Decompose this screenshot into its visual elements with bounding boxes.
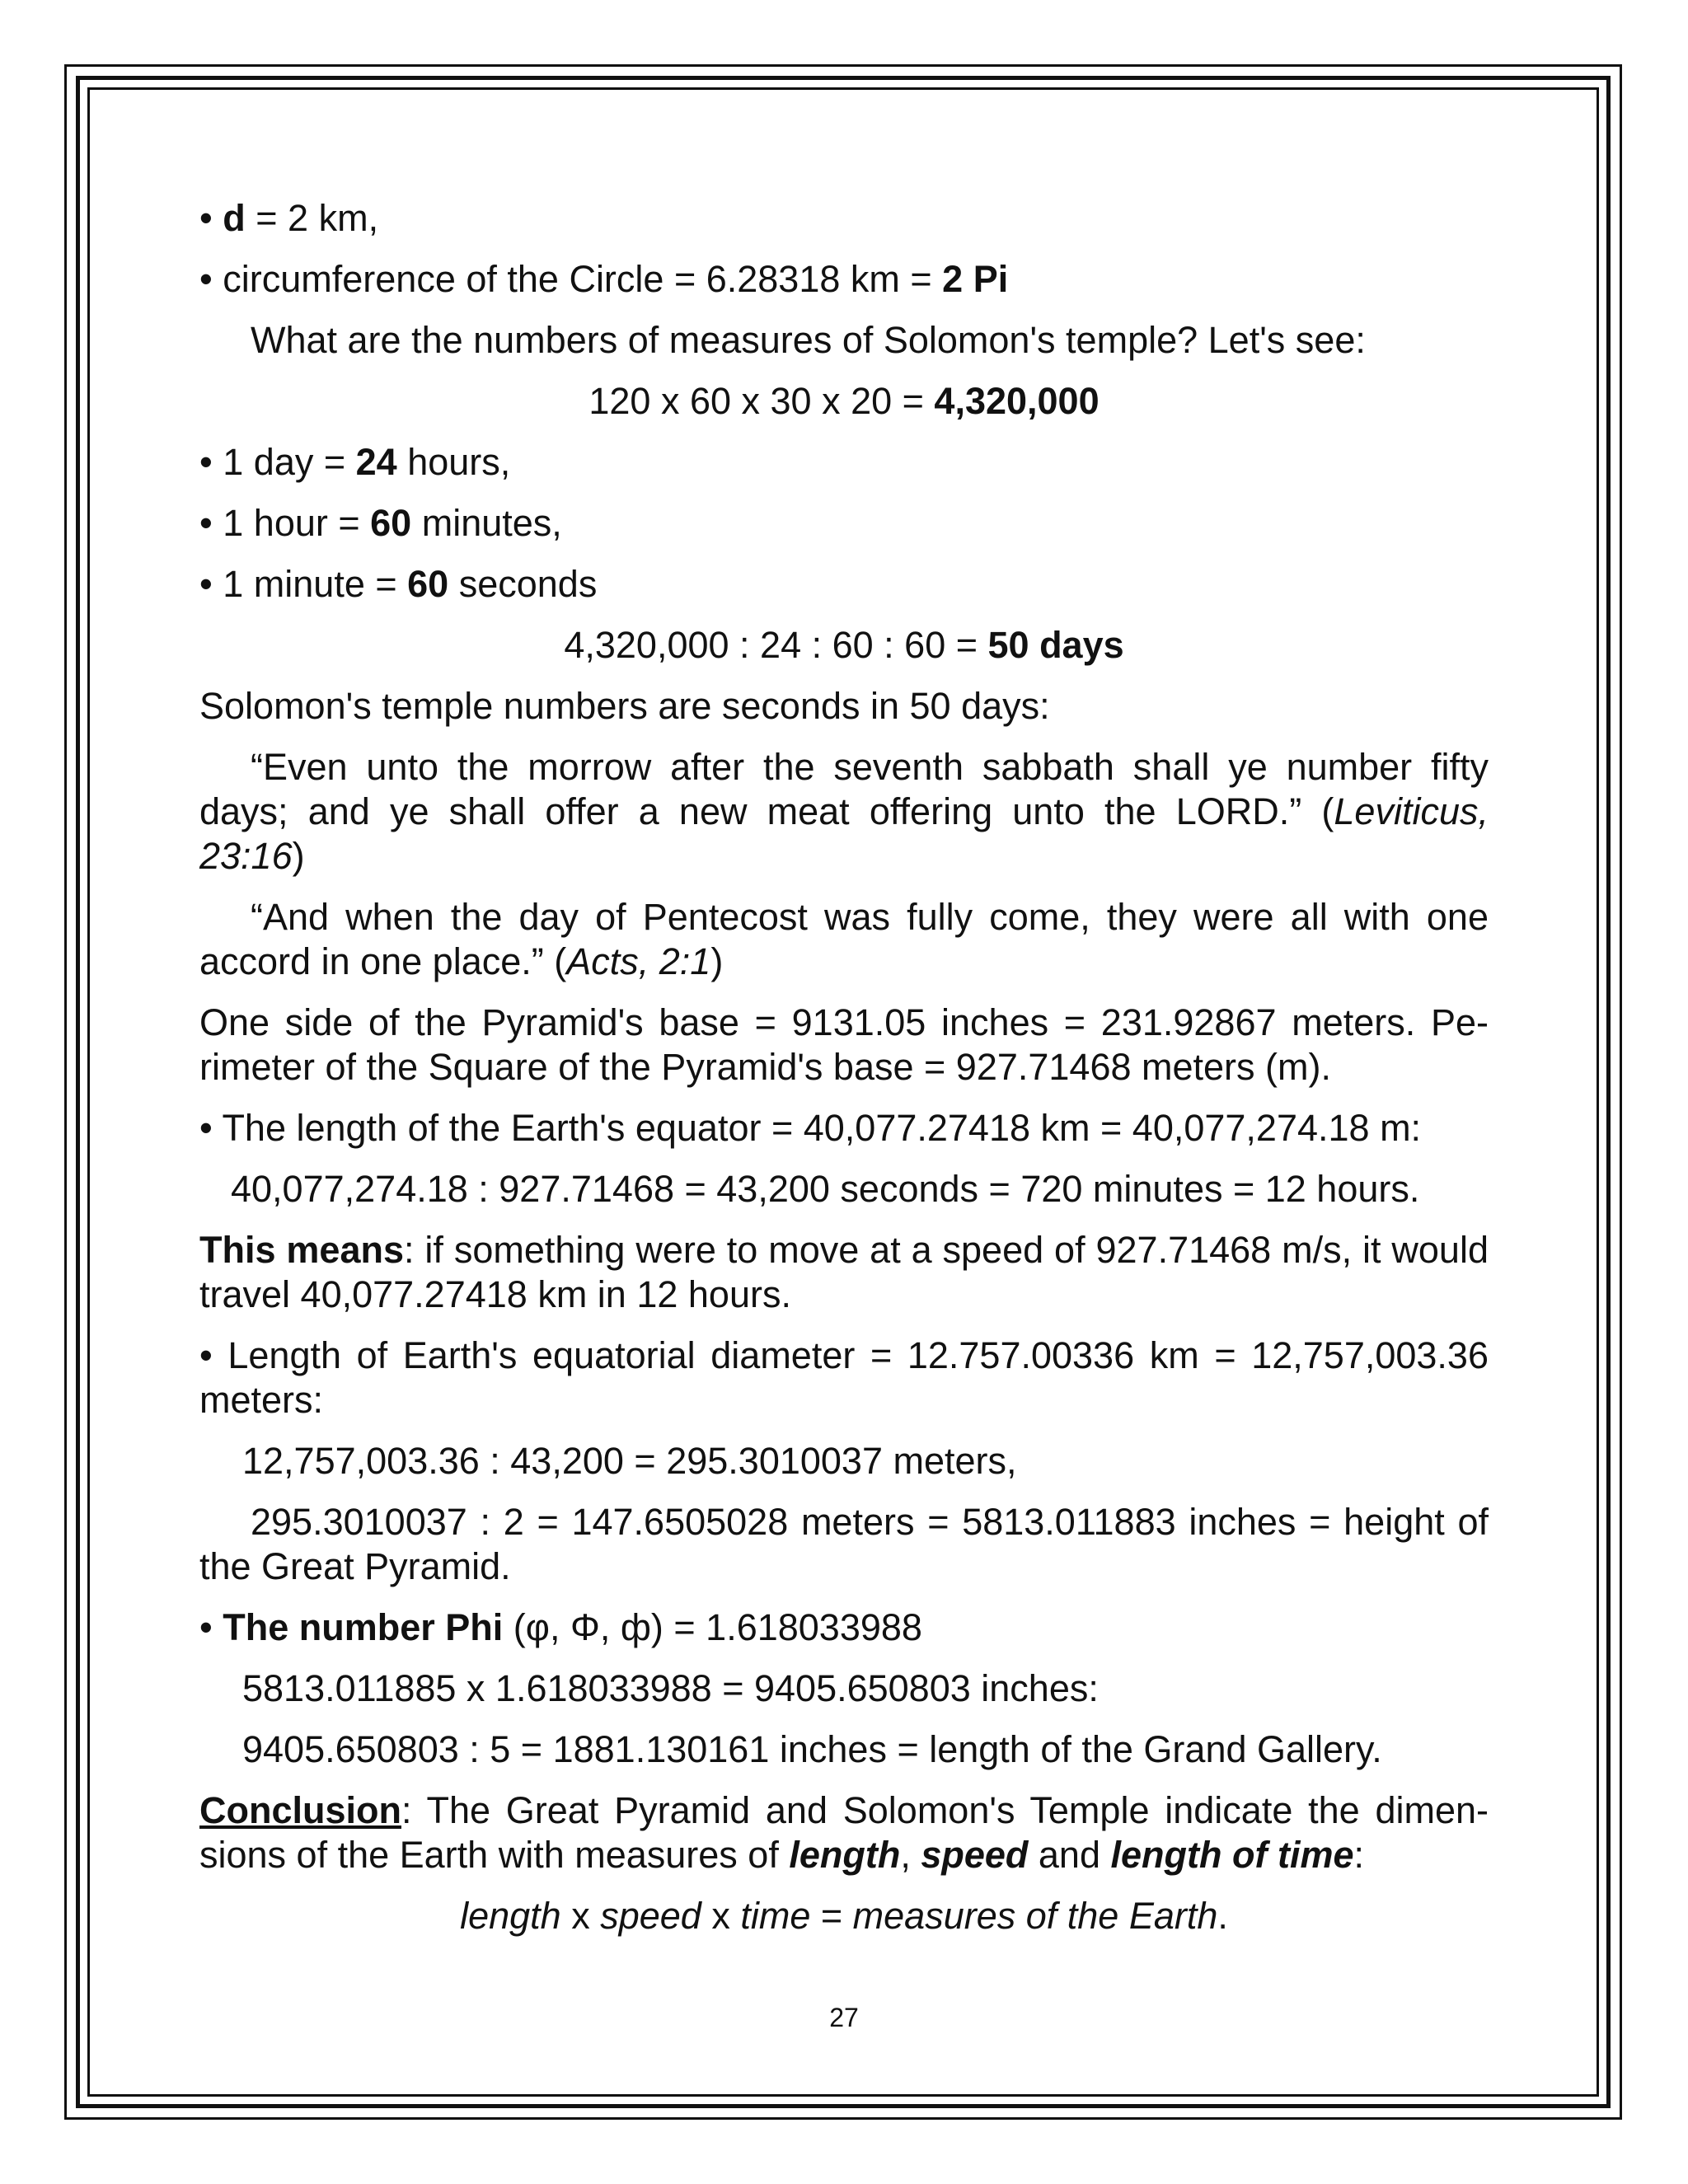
- bullet-day: • 1 day = 24 hours,: [199, 441, 511, 483]
- phi-calculation: 5813.011885 x 1.618033988 = 9405.650803 inches:: [242, 1667, 1099, 1709]
- leviticus-quote: “Even unto the morrow after the seventh sabbath shall ye number fifty days; and ye shall offer a new meat offering unto the LORD.” (Leviticus, 23:16): [199, 746, 1489, 877]
- page-number: 27: [829, 2003, 859, 2032]
- page-content: [199, 196, 1489, 1955]
- bullet-minute: • 1 minute = 60 seconds: [199, 563, 598, 605]
- bullet-diameter: • d = 2 km,: [199, 197, 379, 239]
- formula-line: length x speed x time = measures of the Earth.: [460, 1895, 1228, 1937]
- bullet-equator: • The length of the Earth's equator = 40,077.27418 km = 40,077,274.18 m:: [199, 1107, 1422, 1149]
- bullet-phi: • The number Phi (φ, Φ, ф) = 1.618033988: [199, 1606, 922, 1648]
- gallery-calculation: 9405.650803 : 5 = 1881.130161 inches = length of the Grand Gallery.: [242, 1728, 1382, 1770]
- equator-calculation: 40,077,274.18 : 927.71468 = 43,200 seconds = 720 minutes = 12 hours.: [231, 1168, 1420, 1210]
- temple-numbers-line: Solomon's temple numbers are seconds in 50 days:: [199, 685, 1050, 727]
- conclusion-paragraph: Conclusion: The Great Pyramid and Solomon's Temple indicate the dimen-sions of the Earth with measures of length, speed and length of time:: [199, 1789, 1489, 1876]
- bullet-diameter-earth: • Length of Earth's equatorial diameter = 12.757.00336 km = 12,757,003.36 meters:: [199, 1334, 1489, 1421]
- question-line: What are the numbers of measures of Solomon's temple? Let's see:: [251, 319, 1366, 361]
- temple-product: 120 x 60 x 30 x 20 = 4,320,000: [588, 380, 1100, 422]
- acts-quote: “And when the day of Pentecost was fully come, they were all with one accord in one place.” (Acts, 2:1): [199, 896, 1489, 982]
- height-calculation: 295.3010037 : 2 = 147.6505028 meters = 5813.011883 inches = height of the Great Pyramid.: [199, 1501, 1489, 1587]
- bullet-circumference: • circumference of the Circle = 6.28318 km = 2 Pi: [199, 258, 1009, 300]
- pyramid-base-paragraph: One side of the Pyramid's base = 9131.05 inches = 231.92867 meters. Pe-rimeter of the Square of the Pyramid's base = 927.71468 meters (m).: [199, 1001, 1489, 1088]
- days-division: 4,320,000 : 24 : 60 : 60 = 50 days: [564, 624, 1124, 666]
- bullet-hour: • 1 hour = 60 minutes,: [199, 502, 562, 544]
- this-means-paragraph: This means: if something were to move at a speed of 927.71468 m/s, it would travel 40,077.27418 km in 12 hours.: [199, 1229, 1489, 1315]
- diameter-calculation: 12,757,003.36 : 43,200 = 295.3010037 meters,: [242, 1440, 1017, 1482]
